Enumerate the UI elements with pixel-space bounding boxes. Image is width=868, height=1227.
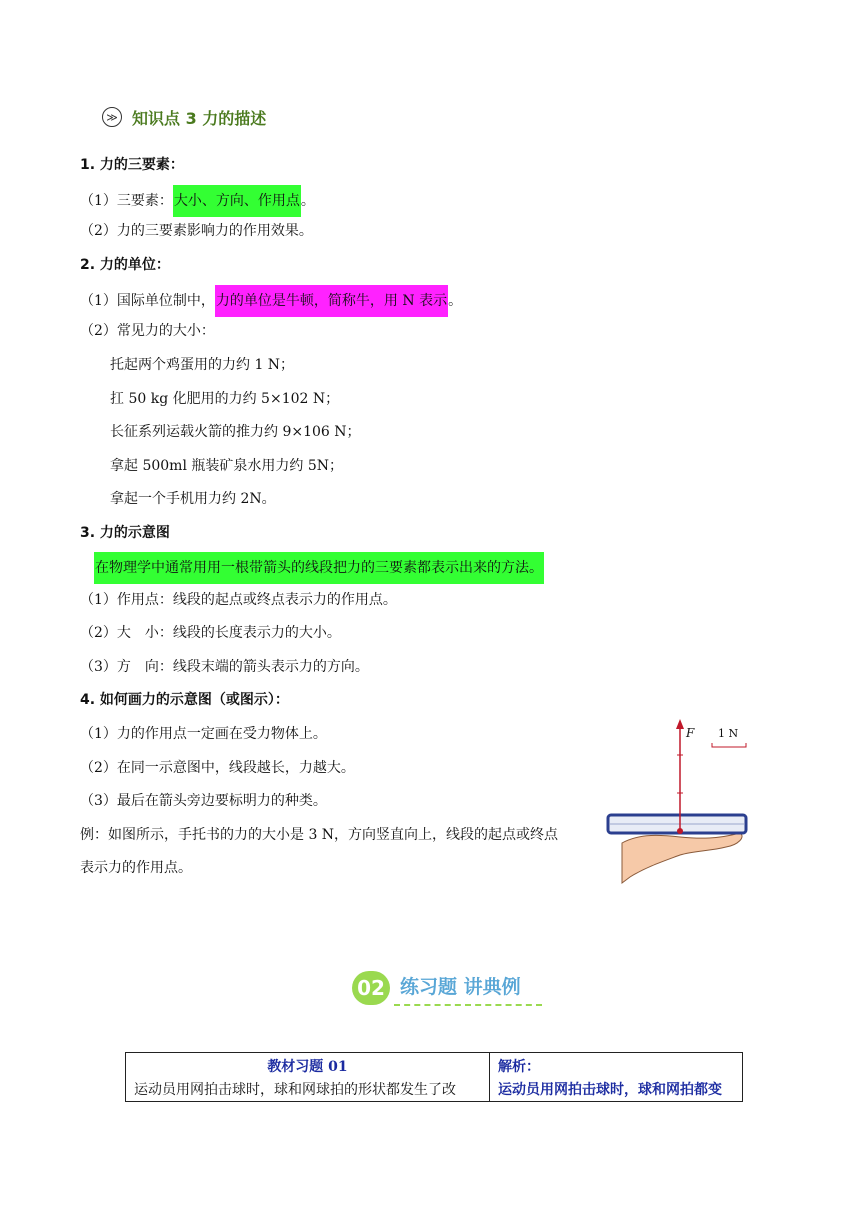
force-arrow-head	[676, 719, 684, 729]
exercise-table	[125, 1052, 743, 1102]
three-elements-item-2: （2）力的三要素影响力的作用效果。	[80, 223, 313, 239]
hand-book-force-figure	[600, 715, 760, 885]
section-title: 知识点 3 力的描述	[132, 108, 267, 128]
analysis-text: 运动员用网拍击球时，球和网拍都变	[498, 1082, 722, 1098]
practice-title: 练习题 讲典例	[400, 976, 521, 998]
example-text-line-2: 表示力的作用点。	[80, 860, 192, 876]
highlight-force-unit: 力的单位是牛顿，简称牛，用 N 表示	[215, 285, 448, 317]
force-example: 长征系列运载火箭的推力约 9×106 N；	[110, 424, 361, 440]
example-text-line-1: 例：如图所示，手托书的力的大小是 3 N，方向竖直向上，线段的起点或终点	[80, 827, 559, 843]
scale-bar	[712, 743, 746, 747]
heading-force-diagram: 3. 力的示意图	[80, 525, 170, 541]
force-example: 托起两个鸡蛋用的力约 1 N；	[110, 357, 295, 373]
highlight-three-elements: 大小、方向、作用点	[173, 185, 301, 217]
force-diagram-definition	[94, 552, 544, 584]
force-example: 拿起 500ml 瓶装矿泉水用力约 5N；	[110, 458, 343, 474]
hand-illustration	[622, 833, 742, 883]
heading-three-elements: 1. 力的三要素：	[80, 157, 184, 173]
action-point	[677, 828, 683, 834]
item-prefix: （1）三要素：	[80, 193, 173, 209]
force-diagram-item: （1）作用点：线段的起点或终点表示力的作用点。	[80, 592, 397, 608]
item-prefix: （1）国际单位制中，	[80, 293, 215, 309]
force-unit-item-1	[80, 285, 462, 317]
scale-label: 1 N	[718, 727, 739, 740]
exercise-cell	[126, 1053, 490, 1101]
heading-force-unit: 2. 力的单位：	[80, 257, 170, 273]
analysis-title: 解析：	[498, 1059, 540, 1075]
section-header	[102, 104, 266, 130]
how-to-draw-item: （3）最后在箭头旁边要标明力的种类。	[80, 793, 327, 809]
practice-badge: 02	[352, 971, 390, 1005]
practice-underline	[394, 1004, 542, 1006]
exercise-text: 运动员用网拍击球时，球和网球拍的形状都发生了改	[134, 1082, 456, 1098]
highlight-definition: 在物理学中通常用用一根带箭头的线段把力的三要素都表示出来的方法。	[94, 552, 544, 584]
how-to-draw-item: （1）力的作用点一定画在受力物体上。	[80, 726, 327, 742]
force-diagram-item: （2）大 小：线段的长度表示力的大小。	[80, 625, 341, 641]
analysis-cell	[490, 1053, 742, 1101]
circled-arrow-icon: ≫	[102, 107, 122, 127]
force-unit-item-2: （2）常见力的大小：	[80, 323, 215, 339]
force-diagram-item: （3）方 向：线段末端的箭头表示力的方向。	[80, 659, 369, 675]
exercise-title: 教材习题 01	[267, 1059, 348, 1075]
force-example: 拿起一个手机用力约 2N。	[110, 491, 276, 507]
item-suffix: 。	[448, 293, 463, 309]
how-to-draw-item: （2）在同一示意图中，线段越长，力越大。	[80, 760, 355, 776]
force-label: F	[686, 726, 695, 740]
heading-how-to-draw: 4. 如何画力的示意图（或图示）：	[80, 692, 289, 708]
item-suffix: 。	[300, 193, 315, 209]
force-example: 扛 50 kg 化肥用的力约 5×102 N；	[110, 391, 340, 407]
three-elements-item-1	[80, 185, 315, 217]
